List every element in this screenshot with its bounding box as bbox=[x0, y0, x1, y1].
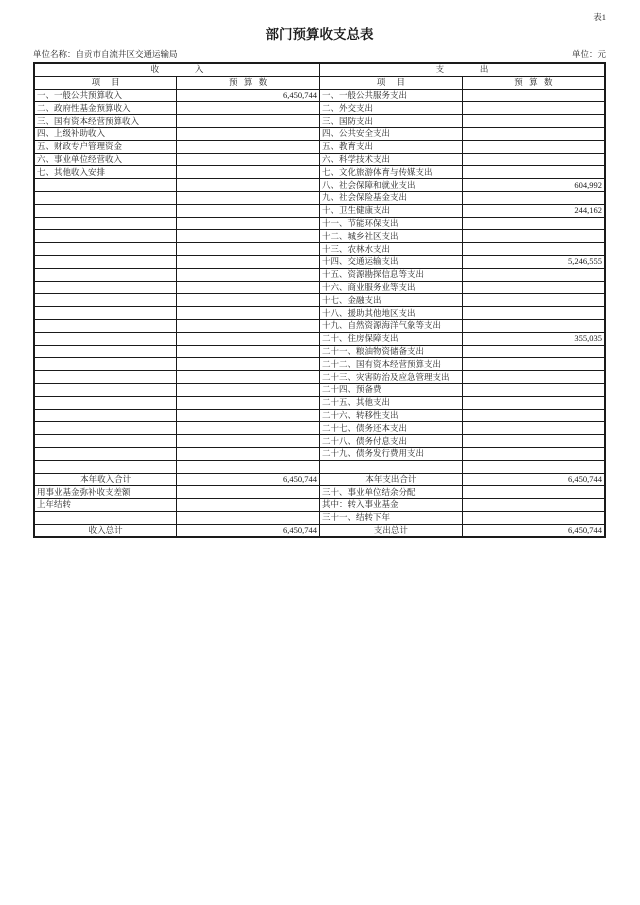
expense-item-cell: 八、社会保障和就业支出 bbox=[320, 179, 463, 192]
table-header bbox=[34, 63, 605, 89]
expense-item-cell: 二十五、其他支出 bbox=[320, 396, 463, 409]
table-row bbox=[34, 409, 605, 422]
table-row bbox=[34, 243, 605, 256]
income-amount-cell bbox=[177, 319, 320, 332]
expense-amount-cell bbox=[462, 294, 605, 307]
income-item-cell bbox=[34, 255, 177, 268]
table-row bbox=[34, 127, 605, 140]
summary-row-grand-total bbox=[34, 524, 605, 537]
table-row bbox=[34, 345, 605, 358]
meta-row bbox=[33, 49, 606, 60]
income-item-cell bbox=[34, 217, 177, 230]
table-row bbox=[34, 230, 605, 243]
expense-item-cell: 三十一、结转下年 bbox=[320, 511, 463, 524]
income-amount-cell bbox=[177, 409, 320, 422]
expense-item-cell: 十六、商业服务业等支出 bbox=[320, 281, 463, 294]
expense-amount-cell bbox=[462, 102, 605, 115]
income-amount-cell bbox=[177, 102, 320, 115]
expense-amount-cell: 244,162 bbox=[462, 204, 605, 217]
expense-item-cell: 二十二、国有资本经营预算支出 bbox=[320, 358, 463, 371]
expense-amount-cell bbox=[462, 153, 605, 166]
expense-amount-cell bbox=[462, 371, 605, 384]
table-row bbox=[34, 204, 605, 217]
income-item-cell: 本年收入合计 bbox=[34, 473, 177, 486]
income-amount-cell bbox=[177, 268, 320, 281]
unit-name-label: 单位名称：自贡市自流井区交通运输局 bbox=[33, 49, 178, 59]
income-item-cell bbox=[34, 460, 177, 473]
table-row bbox=[34, 179, 605, 192]
table-row bbox=[34, 166, 605, 179]
expense-item-cell: 二十九、债务发行费用支出 bbox=[320, 447, 463, 460]
expense-item-cell: 四、公共安全支出 bbox=[320, 127, 463, 140]
table-body bbox=[34, 89, 605, 473]
income-budget-column-header: 预算数 bbox=[177, 76, 320, 89]
expense-item-cell: 十九、自然资源海洋气象等支出 bbox=[320, 319, 463, 332]
income-amount-cell bbox=[177, 345, 320, 358]
expense-amount-cell: 604,992 bbox=[462, 179, 605, 192]
expense-amount-cell bbox=[462, 127, 605, 140]
table-row bbox=[34, 319, 605, 332]
expense-amount-cell bbox=[462, 460, 605, 473]
expense-item-cell bbox=[320, 460, 463, 473]
summary-row-carryover-prior-year bbox=[34, 499, 605, 512]
expense-amount-cell: 6,450,744 bbox=[462, 473, 605, 486]
income-item-cell bbox=[34, 319, 177, 332]
income-amount-cell bbox=[177, 204, 320, 217]
expense-amount-cell bbox=[462, 268, 605, 281]
income-item-cell bbox=[34, 268, 177, 281]
expense-amount-cell bbox=[462, 115, 605, 128]
income-amount-cell bbox=[177, 294, 320, 307]
expense-amount-cell bbox=[462, 191, 605, 204]
income-item-cell: 六、事业单位经营收入 bbox=[34, 153, 177, 166]
income-item-cell: 二、政府性基金预算收入 bbox=[34, 102, 177, 115]
expense-item-cell: 二十六、转移性支出 bbox=[320, 409, 463, 422]
income-amount-cell bbox=[177, 191, 320, 204]
expense-item-cell: 十一、节能环保支出 bbox=[320, 217, 463, 230]
expense-amount-cell bbox=[462, 345, 605, 358]
income-amount-cell bbox=[177, 166, 320, 179]
expense-item-cell: 二十三、灾害防治及应急管理支出 bbox=[320, 371, 463, 384]
income-item-cell bbox=[34, 191, 177, 204]
table-tag: 表1 bbox=[593, 12, 606, 22]
expense-amount-cell bbox=[462, 409, 605, 422]
summary-rows bbox=[34, 473, 605, 537]
summary-row-carryover-next-year bbox=[34, 511, 605, 524]
expense-item-cell: 六、科学技术支出 bbox=[320, 153, 463, 166]
income-item-cell bbox=[34, 281, 177, 294]
summary-row-current-year-total bbox=[34, 473, 605, 486]
expense-amount-cell bbox=[462, 140, 605, 153]
table-row bbox=[34, 115, 605, 128]
income-item-cell bbox=[34, 371, 177, 384]
expense-amount-cell bbox=[462, 243, 605, 256]
expense-item-cell: 七、文化旅游体育与传媒支出 bbox=[320, 166, 463, 179]
expense-item-cell: 三、国防支出 bbox=[320, 115, 463, 128]
income-amount-cell bbox=[177, 422, 320, 435]
expense-item-cell: 十七、金融支出 bbox=[320, 294, 463, 307]
expense-amount-cell bbox=[462, 383, 605, 396]
expense-amount-cell bbox=[462, 319, 605, 332]
expense-amount-cell bbox=[462, 447, 605, 460]
page-title: 部门预算收支总表 bbox=[265, 27, 374, 42]
expense-amount-cell: 6,450,744 bbox=[462, 524, 605, 537]
income-item-cell bbox=[34, 294, 177, 307]
income-amount-cell bbox=[177, 511, 320, 524]
income-amount-cell bbox=[177, 332, 320, 345]
table-row bbox=[34, 460, 605, 473]
expense-item-cell: 二十一、粮油物资储备支出 bbox=[320, 345, 463, 358]
table-row bbox=[34, 153, 605, 166]
expense-item-cell: 二十八、债务付息支出 bbox=[320, 435, 463, 448]
table-row bbox=[34, 358, 605, 371]
expense-amount-cell bbox=[462, 358, 605, 371]
income-amount-cell bbox=[177, 307, 320, 320]
income-amount-cell bbox=[177, 127, 320, 140]
table-row bbox=[34, 89, 605, 102]
table-row bbox=[34, 447, 605, 460]
income-item-cell bbox=[34, 307, 177, 320]
expense-amount-cell bbox=[462, 230, 605, 243]
summary-row-fund-offset bbox=[34, 486, 605, 499]
income-amount-cell bbox=[177, 243, 320, 256]
expense-item-cell: 五、教育支出 bbox=[320, 140, 463, 153]
expense-amount-cell bbox=[462, 511, 605, 524]
income-amount-cell bbox=[177, 447, 320, 460]
expense-item-cell: 其中：转入事业基金 bbox=[320, 499, 463, 512]
income-item-cell bbox=[34, 332, 177, 345]
income-item-cell: 用事业基金弥补收支差额 bbox=[34, 486, 177, 499]
expense-item-cell: 十、卫生健康支出 bbox=[320, 204, 463, 217]
table-row bbox=[34, 140, 605, 153]
income-amount-cell bbox=[177, 115, 320, 128]
income-amount-cell bbox=[177, 153, 320, 166]
expense-amount-cell bbox=[462, 422, 605, 435]
expense-amount-cell bbox=[462, 499, 605, 512]
income-item-cell: 五、财政专户管理资金 bbox=[34, 140, 177, 153]
income-item-cell bbox=[34, 204, 177, 217]
income-amount-cell bbox=[177, 281, 320, 294]
table-row bbox=[34, 294, 605, 307]
expense-item-cell: 二、外交支出 bbox=[320, 102, 463, 115]
income-amount-cell bbox=[177, 358, 320, 371]
expense-amount-cell: 355,035 bbox=[462, 332, 605, 345]
table-row bbox=[34, 255, 605, 268]
income-item-cell bbox=[34, 243, 177, 256]
expense-item-column-header: 项目 bbox=[320, 76, 463, 89]
expense-amount-cell bbox=[462, 307, 605, 320]
expense-item-cell: 一、一般公共服务支出 bbox=[320, 89, 463, 102]
table-row bbox=[34, 217, 605, 230]
expense-item-cell: 三十、事业单位结余分配 bbox=[320, 486, 463, 499]
expense-item-cell: 九、社会保险基金支出 bbox=[320, 191, 463, 204]
income-item-column-header: 项目 bbox=[34, 76, 177, 89]
expense-item-cell: 本年支出合计 bbox=[320, 473, 463, 486]
income-amount-cell bbox=[177, 486, 320, 499]
income-amount-cell: 6,450,744 bbox=[177, 473, 320, 486]
income-item-cell bbox=[34, 447, 177, 460]
income-amount-cell bbox=[177, 230, 320, 243]
income-amount-cell bbox=[177, 460, 320, 473]
budget-summary-table bbox=[33, 62, 606, 538]
section-header-row bbox=[34, 63, 605, 76]
expense-amount-cell bbox=[462, 281, 605, 294]
expense-item-cell: 二十七、债务还本支出 bbox=[320, 422, 463, 435]
expense-amount-cell bbox=[462, 217, 605, 230]
income-item-cell bbox=[34, 396, 177, 409]
table-row bbox=[34, 268, 605, 281]
column-header-row bbox=[34, 76, 605, 89]
income-item-cell: 收入总计 bbox=[34, 524, 177, 537]
table-row bbox=[34, 307, 605, 320]
income-item-cell bbox=[34, 230, 177, 243]
expense-amount-cell bbox=[462, 435, 605, 448]
table-row bbox=[34, 102, 605, 115]
expense-amount-cell bbox=[462, 486, 605, 499]
expense-item-cell: 十五、资源勘探信息等支出 bbox=[320, 268, 463, 281]
income-item-cell: 四、上级补助收入 bbox=[34, 127, 177, 140]
income-amount-cell bbox=[177, 371, 320, 384]
table-row bbox=[34, 281, 605, 294]
table-row bbox=[34, 332, 605, 345]
income-item-cell bbox=[34, 435, 177, 448]
table-row bbox=[34, 191, 605, 204]
income-item-cell bbox=[34, 422, 177, 435]
income-amount-cell bbox=[177, 435, 320, 448]
income-item-cell bbox=[34, 383, 177, 396]
expense-item-cell: 十四、交通运输支出 bbox=[320, 255, 463, 268]
expense-section-header: 支出 bbox=[320, 63, 606, 76]
income-amount-cell bbox=[177, 396, 320, 409]
income-item-cell: 三、国有资本经营预算收入 bbox=[34, 115, 177, 128]
income-item-cell: 七、其他收入安排 bbox=[34, 166, 177, 179]
income-item-cell: 上年结转 bbox=[34, 499, 177, 512]
table-row bbox=[34, 396, 605, 409]
income-amount-cell bbox=[177, 217, 320, 230]
expense-amount-cell bbox=[462, 396, 605, 409]
income-amount-cell: 6,450,744 bbox=[177, 89, 320, 102]
income-amount-cell bbox=[177, 383, 320, 396]
expense-amount-cell: 5,246,555 bbox=[462, 255, 605, 268]
expense-item-cell: 支出总计 bbox=[320, 524, 463, 537]
income-item-cell bbox=[34, 345, 177, 358]
table-row bbox=[34, 435, 605, 448]
income-section-header: 收入 bbox=[34, 63, 320, 76]
currency-unit-label: 单位：元 bbox=[571, 49, 606, 59]
expense-item-cell: 二十四、预备费 bbox=[320, 383, 463, 396]
table-row bbox=[34, 383, 605, 396]
income-amount-cell bbox=[177, 140, 320, 153]
income-item-cell: 一、一般公共预算收入 bbox=[34, 89, 177, 102]
table-row bbox=[34, 371, 605, 384]
income-amount-cell bbox=[177, 499, 320, 512]
income-item-cell bbox=[34, 358, 177, 371]
income-amount-cell bbox=[177, 255, 320, 268]
table-row bbox=[34, 422, 605, 435]
expense-amount-cell bbox=[462, 89, 605, 102]
expense-item-cell: 二十、住房保障支出 bbox=[320, 332, 463, 345]
expense-item-cell: 十八、援助其他地区支出 bbox=[320, 307, 463, 320]
income-item-cell bbox=[34, 511, 177, 524]
income-item-cell bbox=[34, 409, 177, 422]
income-amount-cell: 6,450,744 bbox=[177, 524, 320, 537]
income-item-cell bbox=[34, 179, 177, 192]
expense-budget-column-header: 预算数 bbox=[462, 76, 605, 89]
expense-amount-cell bbox=[462, 166, 605, 179]
expense-item-cell: 十三、农林水支出 bbox=[320, 243, 463, 256]
expense-item-cell: 十二、城乡社区支出 bbox=[320, 230, 463, 243]
income-amount-cell bbox=[177, 179, 320, 192]
